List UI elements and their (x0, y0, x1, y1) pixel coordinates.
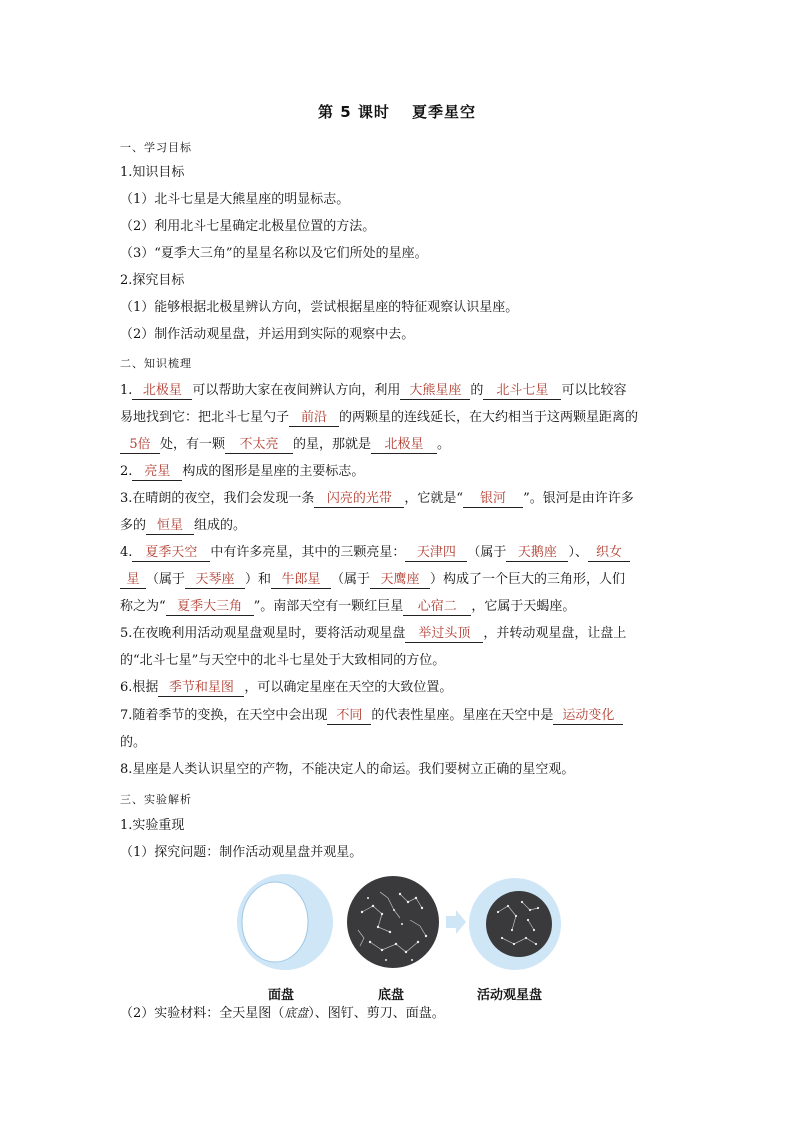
q3-line2: 多的 恒星 组成的。 (120, 518, 247, 533)
lesson-number: 第 5 课时 (318, 103, 390, 121)
answer-blank: 不太亮 (225, 436, 293, 454)
answer-blank: 夏季天空 (132, 544, 210, 562)
answer-blank: 织女 (588, 544, 630, 562)
star-disk-illustration (230, 872, 570, 982)
q5-line1: 5.在夜晚利用活动观星盘观星时，要将活动观星盘 举过头顶 ，并转动观星盘，让盘上 (120, 626, 627, 641)
answer-blank: 北斗七星 (483, 382, 561, 400)
star-disk-figure (230, 872, 570, 1007)
answer-blank: 天琴座 (185, 571, 245, 589)
section-heading-goals: 一、学习目标 (120, 141, 192, 154)
knowledge-goal-2: （2）利用北斗七星确定北极星位置的方法。 (120, 219, 376, 234)
answer-blank: 不同 (327, 707, 371, 725)
lesson-topic: 夏季星空 (411, 103, 476, 121)
answer-blank: 举过头顶 (405, 625, 483, 643)
explore-goal-1: （1）能够根据北极星辨认方向，尝试根据星座的特征观察认识星座。 (120, 300, 519, 315)
answer-blank: 天鹅座 (506, 544, 568, 562)
explore-goal-2: （2）制作活动观星盘，并运用到实际的观察中去。 (120, 327, 415, 342)
q3-line1: 3.在晴朗的夜空，我们会发现一条 闪亮的光带 ，它就是“ 银河 ”。银河是由许许多 (120, 491, 634, 506)
answer-blank: 天津四 (405, 544, 467, 562)
replay-heading: 1.实验重现 (120, 818, 185, 833)
q7-line1: 7.随着季节的变换，在天空中会出现 不同 的代表性星座。星座在天空中是 运动变化 (120, 706, 623, 726)
answer-blank: 北极星 (132, 382, 192, 400)
base-disk-icon (347, 876, 439, 968)
answer-blank: 牛郎星 (271, 571, 331, 589)
caption-planisphere: 活动观星盘 (477, 988, 543, 1003)
q6: 6.根据 季节和星图 ，可以确定星座在天空的大致位置。 (120, 680, 453, 695)
page-title (0, 101, 794, 122)
q4-line1: 4. 夏季天空 中有许多亮星，其中的三颗亮星： 天津四 （属于 天鹅座 ）、 织女 (120, 543, 630, 563)
knowledge-goal-heading: 1.知识目标 (120, 165, 185, 180)
planisphere-icon (469, 878, 561, 970)
caption-face-disk: 面盘 (268, 988, 295, 1003)
face-disk-icon (237, 874, 333, 970)
knowledge-goal-1: （1）北斗七星是大熊星座的明显标志。 (120, 192, 350, 207)
answer-blank: 季节和星图 (158, 679, 244, 697)
answer-blank: 恒星 (146, 517, 194, 535)
arrow-right-icon (446, 910, 466, 934)
answer-blank: 运动变化 (553, 707, 623, 725)
knowledge-goal-3: （3）“夏季大三角”的星星名称以及它们所处的星座。 (120, 246, 428, 261)
section-heading-experiment: 三、实验解析 (120, 793, 192, 806)
answer-blank: 北极星 (371, 436, 437, 454)
q2: 2. 亮星 构成的图形是星座的主要标志。 (120, 464, 365, 479)
answer-blank: 心宿二 (403, 598, 471, 616)
answer-blank: 星 (120, 571, 146, 589)
q5-line2: 的“北斗七星”与天空中的北斗七星处于大致相同的方位。 (120, 653, 446, 668)
answer-blank: 大熊星座 (400, 382, 470, 400)
inquiry-question: （1）探究问题：制作活动观星盘并观星。 (120, 845, 363, 860)
q8: 8.星座是人类认识星空的产物，不能决定人的命运。我们要树立正确的星空观。 (120, 762, 575, 777)
q7-line2: 的。 (120, 735, 147, 750)
caption-base-disk: 底盘 (378, 988, 405, 1003)
experiment-materials: （2）实验材料：全天星图（底盘）、图钉、剪刀、面盘。 (120, 1006, 445, 1021)
q1-line3: 5倍 处，有一颗 不太亮 的星，那就是 北极星 。 (120, 435, 450, 455)
explore-goal-heading: 2.探究目标 (120, 273, 185, 288)
q1-line1: 1. 北极星 可以帮助大家在夜间辨认方向，利用 大熊星座 的 北斗七星 可以比较容 (120, 383, 627, 398)
q4-line3: 称之为“ 夏季大三角 ”。南部天空有一颗红巨星 心宿二 ，它属于天蝎座。 (120, 599, 576, 614)
answer-blank: 天鹰座 (370, 571, 430, 589)
section-heading-knowledge: 二、知识梳理 (120, 357, 192, 370)
q4-line2: 星 （属于 天琴座 ）和 牛郎星 （属于 天鹰座 ）构成了一个巨大的三角形，人们 (120, 570, 625, 590)
answer-blank: 亮星 (132, 463, 182, 481)
answer-blank: 5倍 (120, 436, 160, 454)
answer-blank: 银河 (463, 490, 523, 508)
answer-blank: 闪亮的光带 (314, 490, 404, 508)
answer-blank: 夏季大三角 (166, 598, 254, 616)
q1-line2: 易地找到它：把北斗七星勺子 前沿 的两颗星的连线延长，在大约相当于这两颗星距离的 (120, 410, 639, 425)
answer-blank: 前沿 (289, 409, 339, 427)
